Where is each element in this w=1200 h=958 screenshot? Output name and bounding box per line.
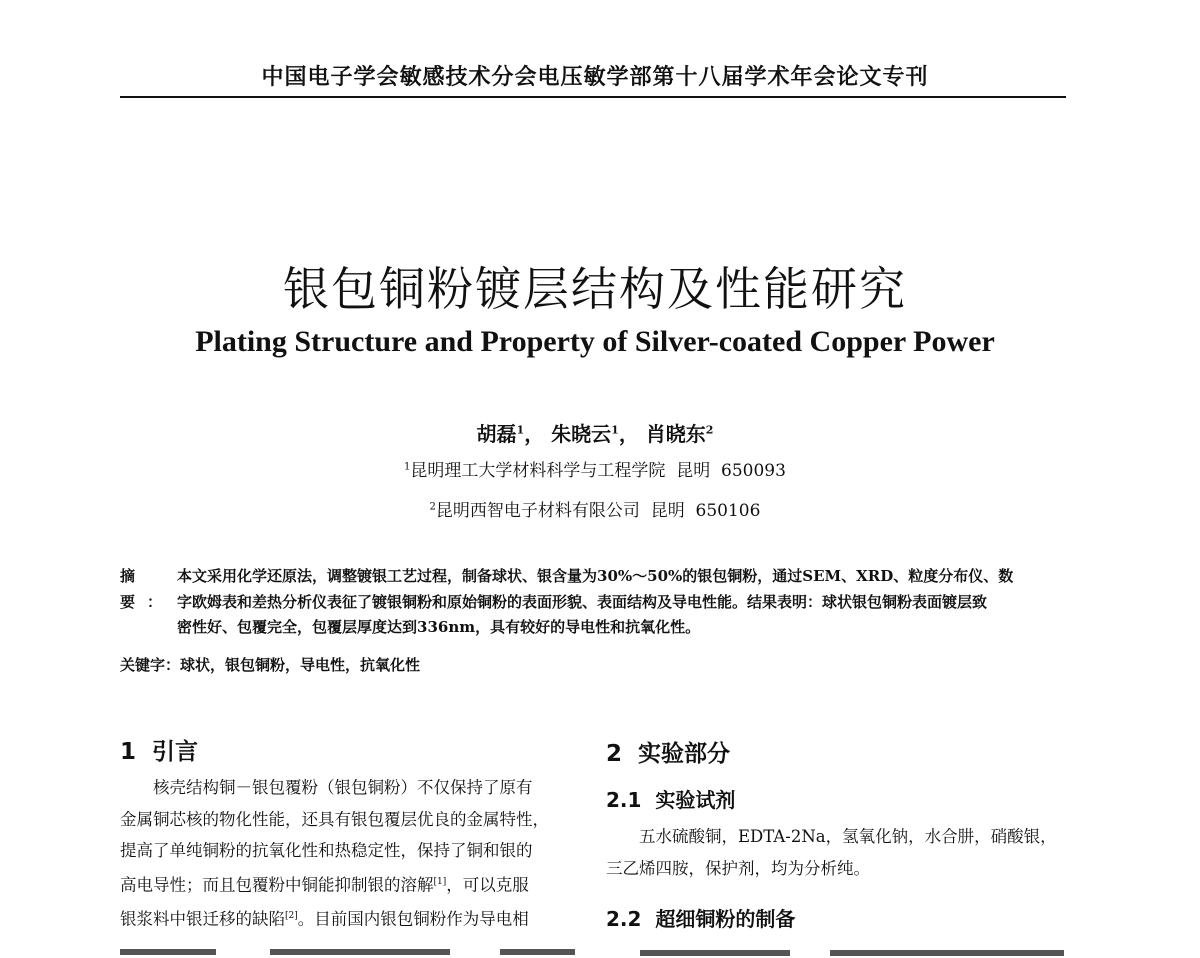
abstract-line: 本文采用化学还原法，调整镀银工艺过程，制备球状、银含量为30%～50%的银包铜粉，通过SEM、XRD、粒度分布仪、数 (177, 567, 1014, 585)
line-text: 银浆料中银迁移的缺陷 (120, 909, 285, 928)
author-name: 朱晓云 (551, 422, 612, 446)
keywords (120, 654, 420, 675)
section-heading-introduction: 1 引言 (120, 739, 199, 765)
affiliation-mark: 1 (404, 461, 411, 473)
cut-off-text-line (640, 944, 1064, 958)
affiliation-text: 昆明理工大学材料科学与工程学院 昆明 650093 (410, 461, 786, 481)
affiliation-mark: 2 (429, 501, 436, 513)
paragraph-line (120, 901, 576, 935)
affiliation-text: 昆明西智电子材料有限公司 昆明 650106 (435, 501, 761, 521)
subsection-heading-copper-powder-prep: 2.2 超细铜粉的制备 (606, 907, 796, 931)
section-heading-experimental: 2 实验部分 (606, 741, 731, 767)
abstract-line: 密性好、包覆完全，包覆层厚度达到336nm，具有较好的导电性和抗氧化性。 (177, 618, 701, 636)
paragraph-line: 三乙烯四胺，保护剂，均为分析纯。 (606, 858, 870, 878)
author-name: 胡磊 (476, 422, 517, 446)
subsection-2-1-paragraph (606, 821, 1064, 884)
paragraph-line: 提高了单纯铜粉的抗氧化性和热稳定性，保持了铜和银的 (120, 841, 533, 860)
section-1-paragraph (120, 772, 576, 935)
line-text: ，可以克服 (446, 875, 529, 894)
cut-off-text-line (120, 943, 575, 957)
paragraph-line (120, 867, 576, 901)
citation-ref: [1] (433, 876, 447, 887)
subsection-heading-reagents: 2.1 实验试剂 (606, 788, 736, 812)
keywords-text: 球状，银包铜粉，导电性，抗氧化性 (180, 656, 421, 674)
paragraph-line: 五水硫酸铜，EDTA-2Na，氢氧化钠，水合肼，硝酸银， (639, 827, 1057, 846)
line-text: 。目前国内银包铜粉作为导电相 (297, 909, 529, 928)
affiliation-1 (0, 456, 1190, 481)
author-affil-mark: 1 (611, 423, 619, 437)
author-affil-mark: 1 (516, 423, 525, 437)
paper-title-chinese: 银包铜粉镀层结构及性能研究 (283, 262, 907, 316)
abstract (120, 564, 1065, 641)
header-rule (120, 96, 1066, 98)
line-text: 高电导性；而且包覆粉中铜能抑制银的溶解 (120, 875, 434, 894)
paper-title-english: Plating Structure and Property of Silver-coated Copper Power (195, 325, 995, 358)
running-header: 中国电子学会敏感技术分会电压敏学部第十八届学术年会论文专刊 (261, 65, 929, 90)
author-affil-mark: 2 (705, 423, 714, 437)
abstract-line: 字欧姆表和差热分析仪表征了镀银铜粉和原始铜粉的表面形貌、表面结构及导电性能。结果表明：球状银包铜粉表面镀层致 (177, 592, 988, 611)
author-separator: ， (618, 422, 639, 446)
abstract-label: 摘 要： (120, 567, 175, 611)
author-list (0, 418, 1190, 447)
author-name: 肖晓东 (645, 422, 706, 446)
affiliation-2 (0, 496, 1190, 521)
paragraph-line: 金属铜芯核的物化性能，还具有银包覆层优良的金属特性， (120, 809, 549, 829)
paragraph-line: 核壳结构铜－银包覆粉（银包铜粉）不仅保持了原有 (153, 778, 533, 797)
author-separator: ， (524, 422, 545, 446)
keywords-label: 关键字： (120, 656, 181, 674)
citation-ref: [2] (285, 910, 298, 921)
